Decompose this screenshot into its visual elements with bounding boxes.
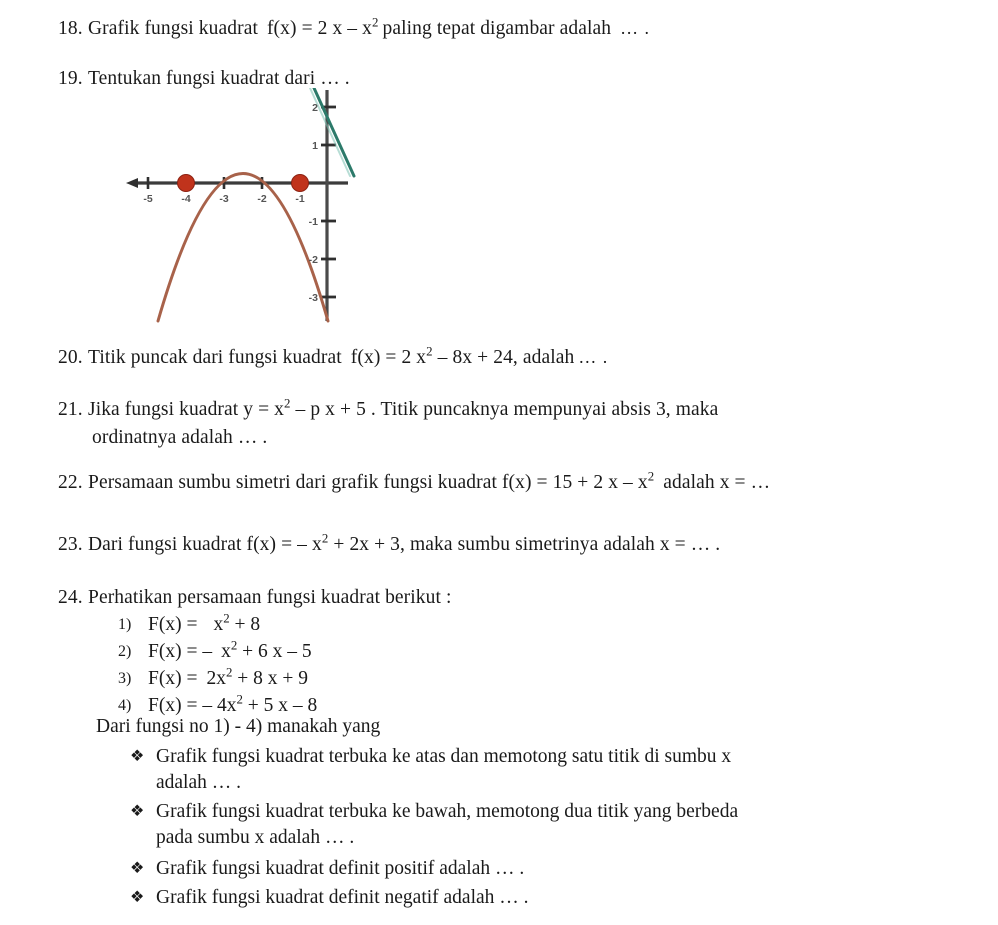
bullet-item-2 bbox=[130, 799, 960, 851]
question-21-line-2: ordinatnya adalah … . bbox=[92, 426, 268, 448]
function-option-2-marker: 2) bbox=[118, 643, 132, 661]
question-23-exponent: 2 bbox=[321, 531, 329, 546]
question-23-body bbox=[88, 532, 978, 558]
question-18-ellipsis: … . bbox=[620, 18, 651, 38]
bullet-item-2-line-1: Grafik fungsi kuadrat terbuka ke bawah, memotong dua titik yang berbeda bbox=[156, 801, 739, 823]
question-22-text-before: Persamaan sumbu simetri dari grafik fungsi kuadrat f(x) = 15 + 2 x – x bbox=[88, 472, 648, 493]
question-18 bbox=[58, 16, 958, 42]
question-22 bbox=[58, 470, 978, 496]
question-22-number: 22. bbox=[58, 472, 83, 493]
quadratic-graph-figure bbox=[118, 88, 363, 323]
bullet-item-1-line-2: adalah … . bbox=[156, 772, 242, 794]
x-tick-label--3: -3 bbox=[219, 193, 229, 205]
question-20 bbox=[58, 345, 958, 371]
function-option-1-marker: 1) bbox=[118, 616, 132, 633]
question-24 bbox=[58, 585, 958, 611]
question-24-number: 24. bbox=[58, 587, 83, 608]
function-option-4-marker: 4) bbox=[118, 697, 132, 715]
diamond-bullet-icon: ❖ bbox=[130, 859, 145, 877]
question-18-text-after: paling tepat digambar adalah bbox=[382, 18, 612, 39]
question-21-text-before: Jika fungsi kuadrat y = x bbox=[88, 399, 285, 420]
question-21-number: 21. bbox=[58, 399, 83, 420]
question-20-text-before: Titik puncak dari fungsi kuadrat bbox=[88, 347, 342, 368]
question-21-text-after: – p x + 5 . Titik puncaknya mempunyai absis 3, maka bbox=[290, 399, 719, 420]
y-tick-label--1: -1 bbox=[308, 216, 318, 228]
y-tick-label--2: -2 bbox=[308, 254, 318, 266]
question-20-expression: f(x) = 2 $x^2 - 8x + 24$, adalah bbox=[350, 344, 575, 368]
bullet-item-1-text bbox=[156, 744, 946, 796]
bullet-item-4 bbox=[130, 885, 960, 911]
function-option-4-formula: F(x) = – $4x^2 + 5$ x – 8 bbox=[148, 692, 318, 717]
x-tick-label--2: -2 bbox=[257, 193, 267, 205]
question-22-text-after: adalah x = … bbox=[663, 472, 771, 493]
question-21 bbox=[58, 397, 958, 450]
question-22-body bbox=[88, 470, 978, 496]
question-23-number: 23. bbox=[58, 534, 83, 555]
question-18-number: 18. bbox=[58, 18, 83, 39]
y-tick-label-2: 2 bbox=[312, 102, 318, 114]
question-24-bullet-list bbox=[130, 744, 960, 913]
bullet-item-2-line-2: pada sumbu x adalah … . bbox=[156, 827, 355, 849]
bullet-item-1 bbox=[130, 744, 960, 796]
bullet-item-4-text: Grafik fungsi kuadrat definit negatif adalah … . bbox=[156, 886, 529, 908]
diamond-bullet-icon: ❖ bbox=[130, 888, 145, 906]
question-23-text-after: + 2x + 3, maka sumbu simetrinya adalah x = … . bbox=[328, 534, 721, 555]
question-20-body bbox=[88, 345, 958, 371]
question-18-body bbox=[88, 16, 958, 42]
function-option-3-formula: $F(x) = 2x^2 + 8$ x + 9 bbox=[148, 665, 309, 690]
question-18-text-before: Grafik fungsi kuadrat bbox=[88, 18, 258, 39]
question-18-expression: f(x) = 2 x – $x^2$ bbox=[266, 15, 379, 39]
diamond-bullet-icon: ❖ bbox=[130, 803, 145, 821]
question-21-exponent: 2 bbox=[284, 396, 291, 411]
question-22-exponent: 2 bbox=[647, 469, 655, 484]
bullet-item-2-text bbox=[156, 799, 946, 851]
question-19-text: Tentukan fungsi kuadrat dari … . bbox=[88, 68, 350, 89]
root-marker-left bbox=[178, 175, 195, 192]
x-axis-left-arrow-icon bbox=[126, 178, 138, 188]
x-tick-label--5: -5 bbox=[143, 193, 153, 205]
x-tick-label--4: -4 bbox=[181, 193, 191, 205]
question-18-exponent: 2 bbox=[371, 15, 379, 30]
bullet-item-3 bbox=[130, 856, 960, 882]
question-20-number: 20. bbox=[58, 347, 83, 368]
function-option-1-formula: $F(x) = x^2 + 8$ bbox=[148, 611, 261, 635]
function-option-1 bbox=[118, 612, 618, 638]
x-tick-label--1: -1 bbox=[295, 193, 305, 205]
diamond-bullet-icon: ❖ bbox=[130, 748, 145, 765]
diagonal-line-segment bbox=[314, 88, 354, 176]
bullet-item-3-text: Grafik fungsi kuadrat definit positif adalah … . bbox=[156, 857, 525, 879]
question-24-function-list bbox=[118, 612, 618, 721]
x-axis bbox=[126, 178, 348, 188]
question-20-ellipsis: … . bbox=[578, 347, 609, 367]
question-23 bbox=[58, 532, 978, 558]
y-tick-label-1: 1 bbox=[312, 140, 318, 152]
question-21-line-1 bbox=[58, 397, 958, 423]
function-option-2-formula: F(x) = – $x^2 + 6$ x – 5 bbox=[148, 638, 312, 663]
root-marker-right bbox=[292, 175, 309, 192]
question-23-text-before: Dari fungsi kuadrat f(x) = – x bbox=[88, 534, 322, 555]
question-24-prompt: Dari fungsi no 1) - 4) manakah yang bbox=[96, 716, 381, 737]
question-24-text: Perhatikan persamaan fungsi kuadrat berikut : bbox=[88, 587, 452, 608]
question-19-number: 19. bbox=[58, 68, 83, 89]
function-option-3-marker: 3) bbox=[118, 670, 132, 688]
function-option-2 bbox=[118, 639, 618, 665]
y-tick-label--3: -3 bbox=[308, 292, 318, 304]
question-20-exponent: 2 bbox=[426, 344, 433, 359]
quadratic-graph-svg bbox=[118, 88, 363, 323]
bullet-item-1-line-1: Grafik fungsi kuadrat terbuka ke atas dan memotong satu titik di sumbu x bbox=[156, 746, 732, 767]
function-option-3 bbox=[118, 666, 618, 692]
